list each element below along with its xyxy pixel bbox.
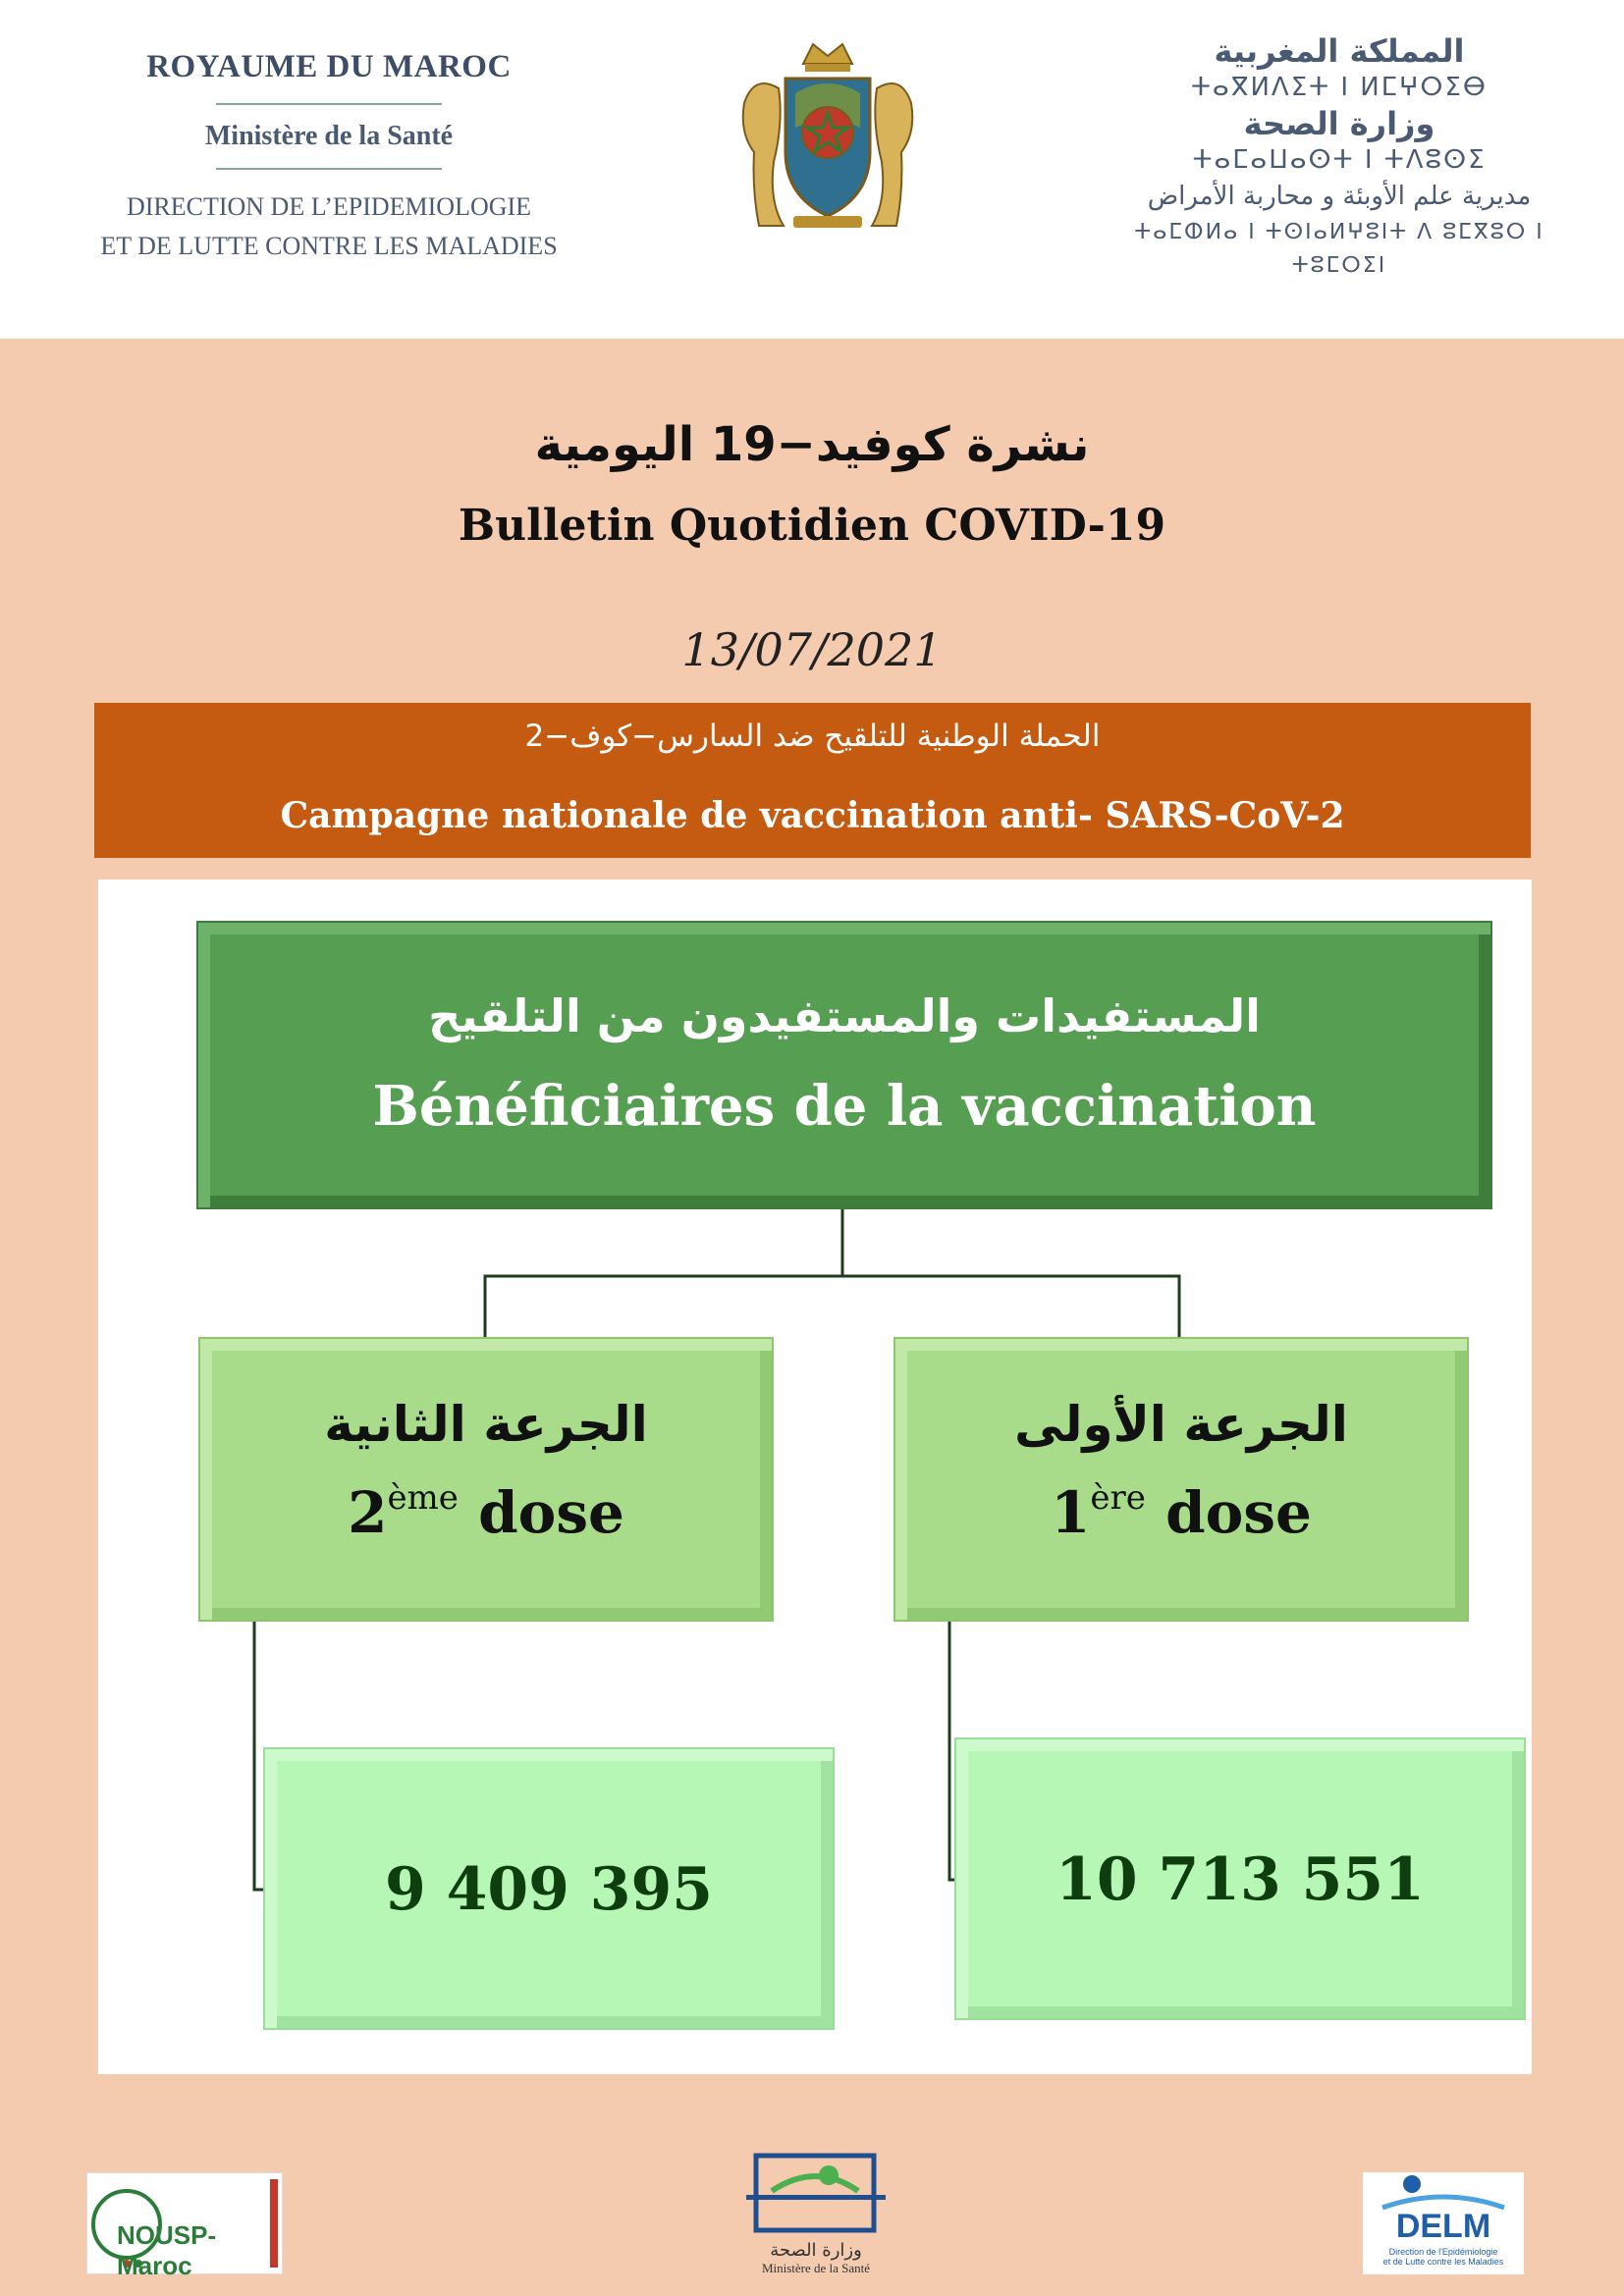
- beneficiaries-title-ar: المستفيدات والمستفيدون من التلقيح: [428, 989, 1261, 1042]
- delm-subtitle: [1363, 2247, 1524, 2267]
- second-dose-value-box: [263, 1747, 835, 2030]
- delm-figure-icon: [1363, 2172, 1524, 2212]
- first-dose-count: 10 713 551: [1056, 1845, 1425, 1914]
- ministry-name-fr: Ministère de la Santé: [204, 121, 454, 151]
- second-dose-label-ar: الجرعة الثانية: [324, 1396, 648, 1453]
- bulletin-title-ar: نشرة كوفيد−19 اليومية: [534, 417, 1090, 472]
- delm-label: DELM: [1395, 2208, 1491, 2245]
- letterhead-french: [39, 49, 619, 266]
- ministry-name-ar: وزارة الصحة: [1243, 105, 1435, 142]
- letterhead-arabic: [1084, 31, 1595, 283]
- moroccan-coat-of-arms-icon: [725, 34, 931, 240]
- second-dose-ordinal: ème: [387, 1478, 459, 1518]
- ministry-health-name-ar: وزارة الصحة: [770, 2240, 862, 2261]
- second-dose-number: 2: [348, 1479, 388, 1546]
- second-dose-box: [198, 1337, 774, 1622]
- bulletin-date: 13/07/2021: [681, 623, 943, 676]
- delm-subtitle-line2: et de Lutte contre les Maladies: [1382, 2257, 1504, 2267]
- campaign-title-ar: الحملة الوطنية للتلقيح ضد السارس−كوف−2: [524, 719, 1101, 754]
- first-dose-label-fr: [895, 1478, 1467, 1546]
- letterhead: [0, 0, 1624, 339]
- first-dose-ordinal: ère: [1090, 1478, 1146, 1518]
- ministry-name-tifinagh: ⵜⴰⵎⴰⵡⴰⵙⵜ ⵏ ⵜⴷⵓⵙⵉ: [1192, 145, 1487, 175]
- divider: [216, 168, 442, 170]
- first-dose-box: [893, 1337, 1469, 1622]
- second-dose-word: dose: [478, 1479, 624, 1546]
- first-dose-number: 1: [1051, 1479, 1091, 1546]
- first-dose-value-box: [954, 1737, 1526, 2020]
- second-dose-count: 9 409 395: [384, 1855, 713, 1924]
- first-dose-word: dose: [1165, 1479, 1312, 1546]
- kingdom-name-fr: ROYAUME DU MAROC: [146, 49, 512, 84]
- direction-name-fr-line2: ET DE LUTTE CONTRE LES MALADIES: [100, 232, 558, 260]
- campaign-title-fr: Campagne nationale de vaccination anti- SARS-CoV-2: [280, 795, 1345, 836]
- ministry-health-name-fr: Ministère de la Santé: [761, 2261, 871, 2275]
- delm-subtitle-line1: Direction de l'Epidémiologie: [1388, 2247, 1498, 2257]
- ministry-health-logo: [742, 2152, 890, 2293]
- bulletin-title-fr: Bulletin Quotidien COVID-19: [458, 501, 1166, 551]
- campaign-banner: [94, 703, 1531, 858]
- divider: [216, 103, 442, 105]
- kingdom-name-ar: المملكة المغربية: [1214, 32, 1465, 70]
- nousp-logo: [86, 2172, 283, 2280]
- direction-name-fr-line1: DIRECTION DE L’EPIDEMIOLOGIE: [126, 192, 532, 221]
- direction-name-ar: مديرية علم الأوبئة و محاربة الأمراض: [1147, 182, 1532, 211]
- second-dose-label-fr: [200, 1478, 772, 1546]
- beneficiaries-header-box: [196, 921, 1492, 1209]
- kingdom-name-tifinagh: ⵜⴰⴳⵍⴷⵉⵜ ⵏ ⵍⵎⵖⵔⵉⴱ: [1190, 73, 1489, 102]
- beneficiaries-title-fr: Bénéficiaires de la vaccination: [372, 1074, 1317, 1139]
- first-dose-label-ar: الجرعة الأولى: [1014, 1396, 1348, 1453]
- ministry-health-emblem-icon: [742, 2152, 890, 2236]
- direction-name-tifinagh: ⵜⴰⵎⵀⵍⴰ ⵏ ⵜⵙⵏⴰⵍⵖⵓⵏⵜ ⴷ ⵓⵎⴳⵓⵔ ⵏ ⵜⵓⵎⵔⵉⵏ: [1134, 220, 1544, 278]
- nousp-label: NOUSP-Maroc: [117, 2220, 217, 2280]
- delm-logo: [1363, 2172, 1524, 2274]
